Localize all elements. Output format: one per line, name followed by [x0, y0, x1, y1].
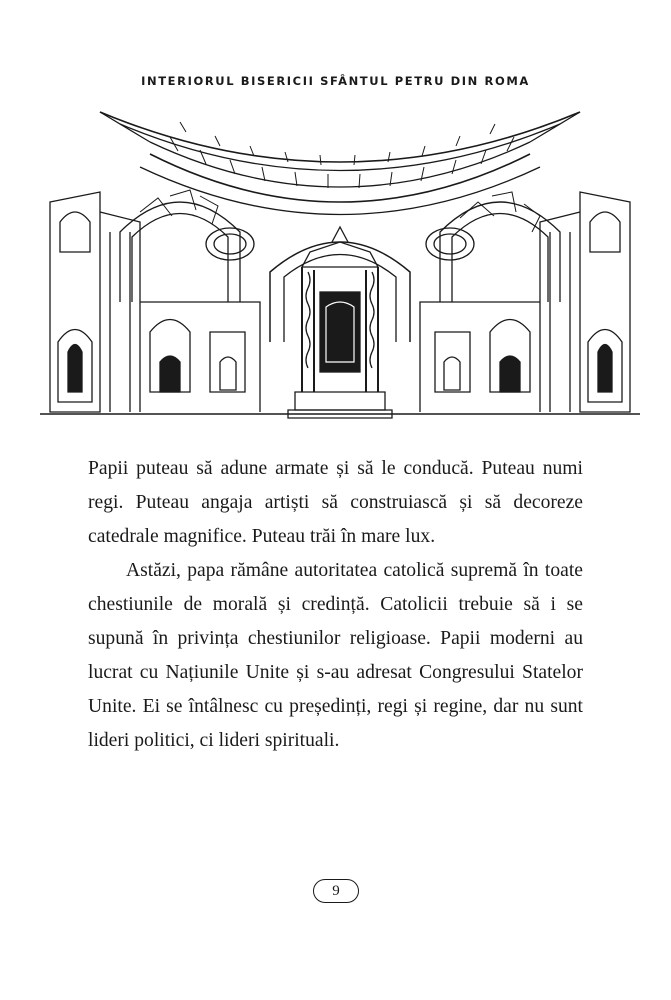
paragraph-2: Astăzi, papa rămâne autoritatea catolică supremă în toate chestiunile de morală și credință. Catolicii trebuie să i se supună în privința chestiunilor religioase. Papii moderni au lucrat cu Națiunile Unite și s-au adresat Congresului Statelor Unite. Ei se întâlnesc cu președinți, regi și regine, dar nu sunt lideri politici, ci lideri spirituali. — [88, 560, 583, 751]
body-text — [88, 452, 583, 758]
left-wall-icon — [50, 192, 260, 412]
right-wall-icon — [420, 192, 630, 412]
basilica-interior-illustration — [40, 92, 640, 422]
page-number: 9 — [313, 879, 359, 903]
page-caption: INTERIORUL BISERICII SFÂNTUL PETRU DIN ROMA — [141, 74, 530, 88]
paragraph-1: Papii puteau să adune armate și să le conducă. Puteau numi regi. Puteau angaja artiști să construiască și să decoreze catedrale magnifice. Puteau trăi în mare lux. — [88, 458, 583, 547]
baldachin-icon — [288, 227, 392, 418]
dome-icon — [100, 112, 580, 215]
left-arch-icon — [120, 190, 240, 302]
right-arch-icon — [440, 192, 560, 302]
